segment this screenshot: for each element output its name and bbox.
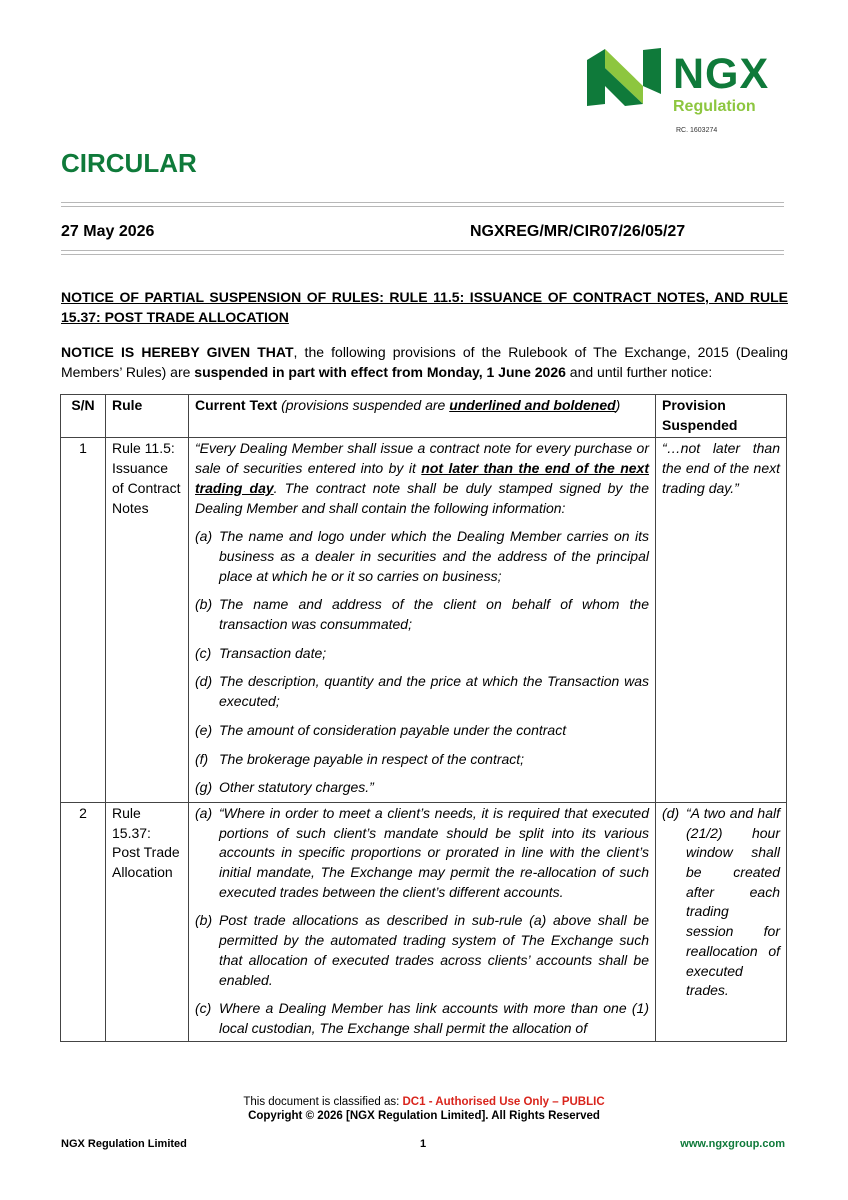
row-provision-suspended: “…not later than the end of the next trading day.” — [656, 438, 787, 803]
item-label: (c) — [195, 1000, 212, 1017]
row-rule: Rule 15.37: Post Trade Allocation — [106, 802, 189, 1041]
rule-lead-text — [195, 439, 649, 518]
row-rule: Rule 11.5: Issuance of Contract Notes — [106, 438, 189, 803]
list-item — [195, 595, 649, 634]
item-text: The name and address of the client on behalf of whom the transaction was consummated; — [219, 596, 649, 633]
header-note-pre: (provisions suspended are — [281, 397, 450, 413]
footer-website-link[interactable]: www.ngxgroup.com — [680, 1138, 785, 1150]
item-text: Other statutory charges.” — [219, 779, 374, 796]
item-text: Transaction date; — [219, 644, 327, 661]
suspended-rules-table — [60, 394, 787, 1042]
suspended-provision-text: not later than the end of the next trading day — [195, 460, 649, 496]
notice-heading: NOTICE OF PARTIAL SUSPENSION OF RULES: RULE 11.5: ISSUANCE OF CONTRACT NOTES, AND RULE 15.37: POST TRADE ALLOCATION — [61, 289, 788, 325]
item-label: (d) — [662, 804, 680, 821]
list-item — [195, 672, 649, 711]
item-label: (f) — [195, 750, 209, 767]
row-sn: 1 — [61, 438, 106, 803]
header-current-text — [189, 395, 656, 438]
page-number: 1 — [420, 1138, 427, 1150]
item-label: (g) — [195, 779, 213, 796]
divider — [61, 202, 784, 203]
item-text: The brokerage payable in respect of the contract; — [219, 750, 525, 767]
item-label: (d) — [195, 673, 213, 690]
item-text: “A two and half (21/2) hour window shall be created after each trading session for reallocation of executed trades. — [686, 804, 780, 999]
footer-company: NGX Regulation Limited — [61, 1138, 187, 1150]
provision-item — [662, 804, 780, 1001]
list-item — [195, 750, 649, 770]
item-label: (e) — [195, 721, 213, 738]
lead-text-post: . The contract note shall be duly stamped signed by the Dealing Member and shall contain the following information: — [195, 479, 649, 516]
divider — [61, 254, 784, 255]
list-item — [195, 527, 649, 586]
item-label: (b) — [195, 912, 213, 929]
intro-text: , the following provisions of the Rulebook of The Exchange, 2015 (Dealing Members’ Rules) are — [61, 344, 788, 380]
item-label: (b) — [195, 596, 213, 613]
ngx-emblem-icon — [585, 46, 667, 108]
item-text: “Where in order to meet a client’s needs, it is required that executed portions of such client’s mandate should be split into its various accounts in specific proportions or prorated in line with the client’s initial mandate, The Exchange may permit the re-allocation of such executed trades between the client’s different accounts. — [219, 804, 649, 900]
header-rule: Rule — [106, 395, 189, 438]
classification-notice — [0, 1095, 848, 1109]
circular-date: 27 May 2026 — [61, 223, 155, 240]
header-provision-suspended: Provision Suspended — [656, 395, 787, 438]
page-title: CIRCULAR — [61, 148, 197, 178]
item-label: (a) — [195, 528, 213, 545]
intro-bold-effective: suspended in part with effect from Monday, 1 June 2026 — [194, 364, 566, 380]
table-row — [61, 438, 787, 803]
table-row — [61, 802, 787, 1041]
item-text: The description, quantity and the price at which the Transaction was executed; — [219, 673, 649, 710]
logo-subtitle: Regulation — [673, 98, 756, 115]
intro-paragraph — [61, 342, 788, 382]
row-sn: 2 — [61, 802, 106, 1041]
classification-tag: DC1 - Authorised Use Only – PUBLIC — [402, 1096, 605, 1108]
list-item — [195, 804, 649, 903]
list-item — [195, 721, 649, 741]
list-item — [195, 644, 649, 664]
item-text: The amount of consideration payable under the contract — [219, 721, 567, 738]
divider — [61, 250, 784, 251]
header-sn: S/N — [61, 395, 106, 438]
table-header-row — [61, 395, 787, 438]
list-item — [195, 778, 649, 798]
header-note — [281, 397, 620, 413]
classification-label: This document is classified as: — [243, 1096, 403, 1108]
ngx-regulation-logo — [585, 46, 790, 136]
list-item — [195, 999, 649, 1038]
intro-bold-lead: NOTICE IS HEREBY GIVEN THAT — [61, 344, 294, 360]
circular-reference: NGXREG/MR/CIR07/26/05/27 — [470, 223, 686, 240]
row-current-text — [189, 802, 656, 1041]
row-provision-suspended — [656, 802, 787, 1041]
header-note-emph: underlined and boldened — [449, 397, 616, 413]
divider — [61, 206, 784, 207]
logo-wordmark: NGX — [673, 50, 770, 98]
intro-text-end: and until further notice: — [565, 364, 713, 380]
copyright-notice: Copyright © 2026 [NGX Regulation Limited]. All Rights Reserved — [248, 1110, 600, 1122]
list-item — [195, 911, 649, 990]
lead-text-pre: “Every Dealing Member shall issue a contract note for every purchase or sale of securities entered into by it — [195, 440, 649, 477]
row-current-text — [189, 438, 656, 803]
header-note-post: ) — [615, 397, 621, 413]
item-label: (c) — [195, 644, 212, 661]
item-text: Where a Dealing Member has link accounts with more than one (1) local custodian, The Exchange shall permit the allocation of — [219, 1000, 649, 1036]
item-text: Post trade allocations as described in sub-rule (a) above shall be permitted by the automated trading system of The Exchange such that allocation of executed trades across clients’ accounts shall be enabled. — [219, 912, 649, 988]
registration-number: RC. 1603274 — [676, 127, 718, 134]
item-label: (a) — [195, 804, 213, 821]
header-current-text-label: Current Text — [195, 397, 278, 413]
item-text: The name and logo under which the Dealing Member carries on its business as a dealer in securities and the address of the principal place at which he or it so carries on business; — [219, 528, 649, 584]
